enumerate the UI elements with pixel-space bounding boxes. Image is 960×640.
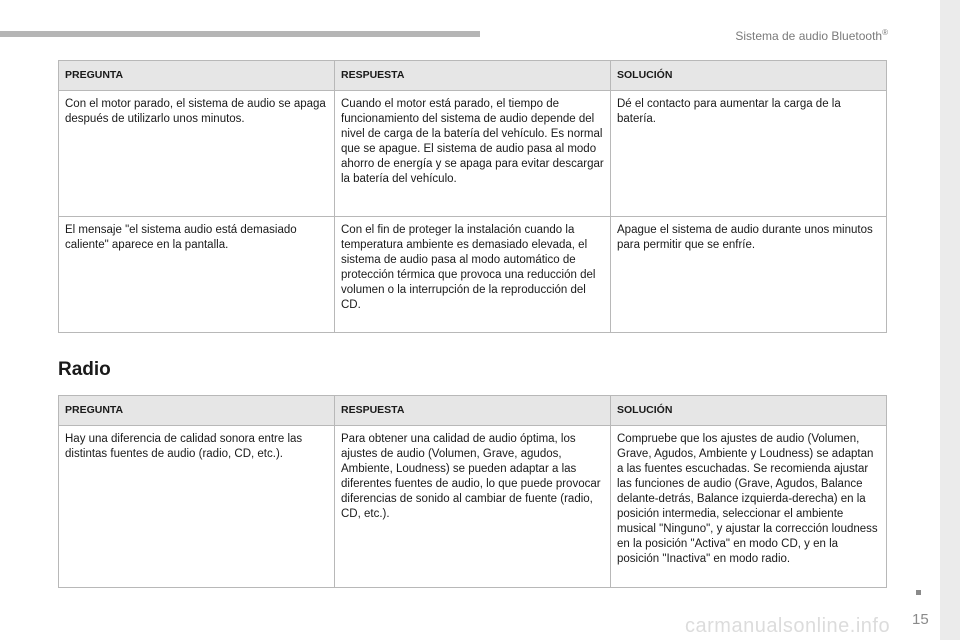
table-row (59, 217, 887, 333)
answer-cell: Con el fin de proteger la instalación cuando la temperatura ambiente es demasiado elevada, el sistema de audio pasa al modo automático de protección térmica que provoca una reducción del volumen o la interrupción de la reproducción del CD. (335, 217, 611, 333)
header-respuesta: RESPUESTA (335, 61, 611, 91)
question-cell: Hay una diferencia de calidad sonora entre las distintas fuentes de audio (radio, CD, etc.). (59, 426, 335, 588)
table-row (59, 91, 887, 217)
table-row (59, 426, 887, 588)
page-edge-strip (940, 0, 960, 640)
solution-cell: Compruebe que los ajustes de audio (Volumen, Grave, Agudos, Ambiente y Loudness) se adaptan a las fuentes escuchadas. Se recomienda ajustar las funciones de audio (Grave, Agudos, Balance delante-detrás, Balance izquierda-derecha) en la posición intermedia, seleccionar el ambiente musical "Ninguno", y ajustar la corrección loudness en la posición "Activa" en modo CD, y en la posición "Inactiva" en modo radio. (611, 426, 887, 588)
header-pregunta: PREGUNTA (59, 396, 335, 426)
answer-cell: Cuando el motor está parado, el tiempo de funcionamiento del sistema de audio depende del nivel de carga de la batería del vehículo. Es normal que se apague. El sistema de audio pasa al modo ahorro de energía y se apaga para evitar descargar la batería del vehículo. (335, 91, 611, 217)
faq-table-radio (58, 395, 887, 588)
table-header-row (59, 61, 887, 91)
page-marker-icon (916, 590, 921, 595)
header-respuesta: RESPUESTA (335, 396, 611, 426)
solution-cell: Apague el sistema de audio durante unos minutos para permitir que se enfríe. (611, 217, 887, 333)
question-cell: Con el motor parado, el sistema de audio se apaga después de utilizarlo unos minutos. (59, 91, 335, 217)
faq-table-audio (58, 60, 887, 333)
header-solucion: SOLUCIÓN (611, 396, 887, 426)
watermark: carmanualsonline.info (685, 615, 891, 637)
question-cell: El mensaje "el sistema audio está demasiado caliente" aparece en la pantalla. (59, 217, 335, 333)
page-header-title: Sistema de audio Bluetooth® (735, 28, 888, 43)
table-header-row (59, 396, 887, 426)
header-solucion: SOLUCIÓN (611, 61, 887, 91)
page-number: 15 (912, 611, 929, 628)
solution-cell: Dé el contacto para aumentar la carga de la batería. (611, 91, 887, 217)
header-bar (0, 31, 480, 37)
answer-cell: Para obtener una calidad de audio óptima, los ajustes de audio (Volumen, Grave, agudos, Ambiente, Loudness) se pueden adaptar a las diferentes fuentes de audio, lo que puede provocar diferencias de sonido al cambiar de fuente (radio, CD, etc.). (335, 426, 611, 588)
header-pregunta: PREGUNTA (59, 61, 335, 91)
section-title-radio: Radio (58, 359, 111, 380)
